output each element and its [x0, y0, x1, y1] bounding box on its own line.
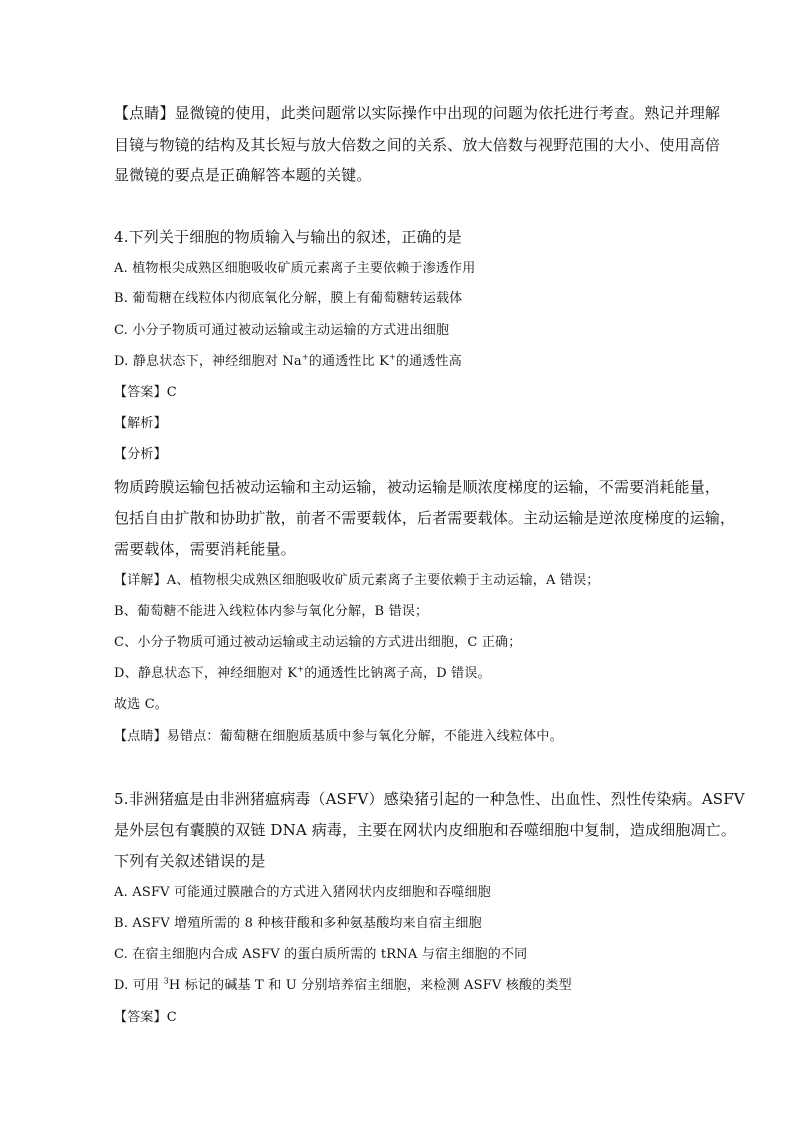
- option-d-superscript-2: +: [389, 352, 396, 362]
- option-d-superscript-1: +: [301, 352, 309, 362]
- question-5-option-a: A. ASFV 可能通过膜融合的方式进入猪网状内皮细胞和吞噬细胞: [114, 885, 491, 900]
- detail-line-2: B、葡萄糖不能进入线粒体内参与氧化分解，B 错误；: [114, 604, 429, 619]
- dianjing-line-3: 显微镜的要点是正确解答本题的关键。: [114, 166, 372, 184]
- question-5-stem-line-1: 5.非洲猪瘟是由非洲猪瘟病毒（ASFV）感染猪引起的一种急性、出血性、烈性传染病。ASFV: [114, 790, 745, 808]
- q5-option-d-superscript: 3: [163, 976, 169, 986]
- question-5-option-c: C. 在宿主细胞内合成 ASFV 的蛋白质所需的 tRNA 与宿主细胞的不同: [114, 947, 528, 962]
- question-4-dianjing: 【点睛】易错点：葡萄糖在细胞质基质中参与氧化分解，不能进入线粒体中。: [114, 729, 563, 744]
- question-5-option-b: B. ASFV 增殖所需的 8 种核苷酸和多种氨基酸均来自宿主细胞: [114, 916, 482, 931]
- question-4-stem: 4.下列关于细胞的物质输入与输出的叙述，正确的是: [114, 228, 462, 246]
- analysis-line-2: 包括自由扩散和协助扩散，前者不需要载体，后者需要载体。主动运输是逆浓度梯度的运输，: [114, 509, 736, 527]
- detail-4-text-1: D、静息状态下，神经细胞对 K: [114, 666, 298, 681]
- question-4-option-d: [114, 352, 462, 369]
- q5-option-d-text-2: H 标记的碱基 T 和 U 分别培养宿主细胞，来检测 ASFV 核酸的类型: [168, 978, 572, 993]
- question-4-answer: 【答案】C: [114, 385, 177, 400]
- question-5-stem-line-2: 是外层包有囊膜的双链 DNA 病毒，主要在网状内皮细胞和吞噬细胞中复制，造成细胞凋亡。: [114, 821, 736, 839]
- option-d-text-2: 的通透性比 K: [308, 354, 390, 369]
- analysis-line-1: 物质跨膜运输包括被动运输和主动运输，被动运输是顺浓度梯度的运输，不需要消耗能量，: [114, 478, 721, 496]
- question-4-jiexi-heading: 【解析】: [114, 416, 167, 431]
- q5-option-d-text-1: D. 可用: [114, 978, 164, 993]
- dianjing-line-2: 目镜与物镜的结构及其长短与放大倍数之间的关系、放大倍数与视野范围的大小、使用高倍: [114, 136, 721, 154]
- detail-4-text-2: 的通透性比钠离子高，D 错误。: [304, 666, 491, 681]
- detail-4-superscript: +: [297, 664, 305, 674]
- question-4-fenxi-heading: 【分析】: [114, 447, 167, 462]
- detail-line-4: [114, 664, 491, 681]
- question-4-option-a: A. 植物根尖成熟区细胞吸收矿质元素离子主要依赖于渗透作用: [114, 261, 476, 276]
- option-d-text-3: 的通透性高: [395, 354, 462, 369]
- detail-line-1: 【详解】A、植物根尖成熟区细胞吸收矿质元素离子主要依赖于主动运输，A 错误；: [114, 573, 600, 588]
- question-5-option-d: [114, 976, 572, 993]
- question-5-stem-line-3: 下列有关叙述错误的是: [114, 852, 266, 870]
- question-4-option-c: C. 小分子物质可通过被动运输或主动运输的方式进出细胞: [114, 323, 450, 338]
- option-d-text-1: D. 静息状态下，神经细胞对 Na: [114, 354, 302, 369]
- detail-line-3: C、小分子物质可通过被动运输或主动运输的方式进出细胞，C 正确；: [114, 635, 522, 650]
- question-5-answer: 【答案】C: [114, 1010, 177, 1025]
- question-4-choice: 故选 C。: [114, 697, 169, 712]
- dianjing-line-1: 【点睛】显微镜的使用，此类问题常以实际操作中出现的问题为依托进行考查。熟记并理解: [114, 104, 721, 122]
- analysis-line-3: 需要载体，需要消耗能量。: [114, 540, 296, 558]
- question-4-option-b: B. 葡萄糖在线粒体内彻底氧化分解，膜上有葡萄糖转运载体: [114, 291, 463, 306]
